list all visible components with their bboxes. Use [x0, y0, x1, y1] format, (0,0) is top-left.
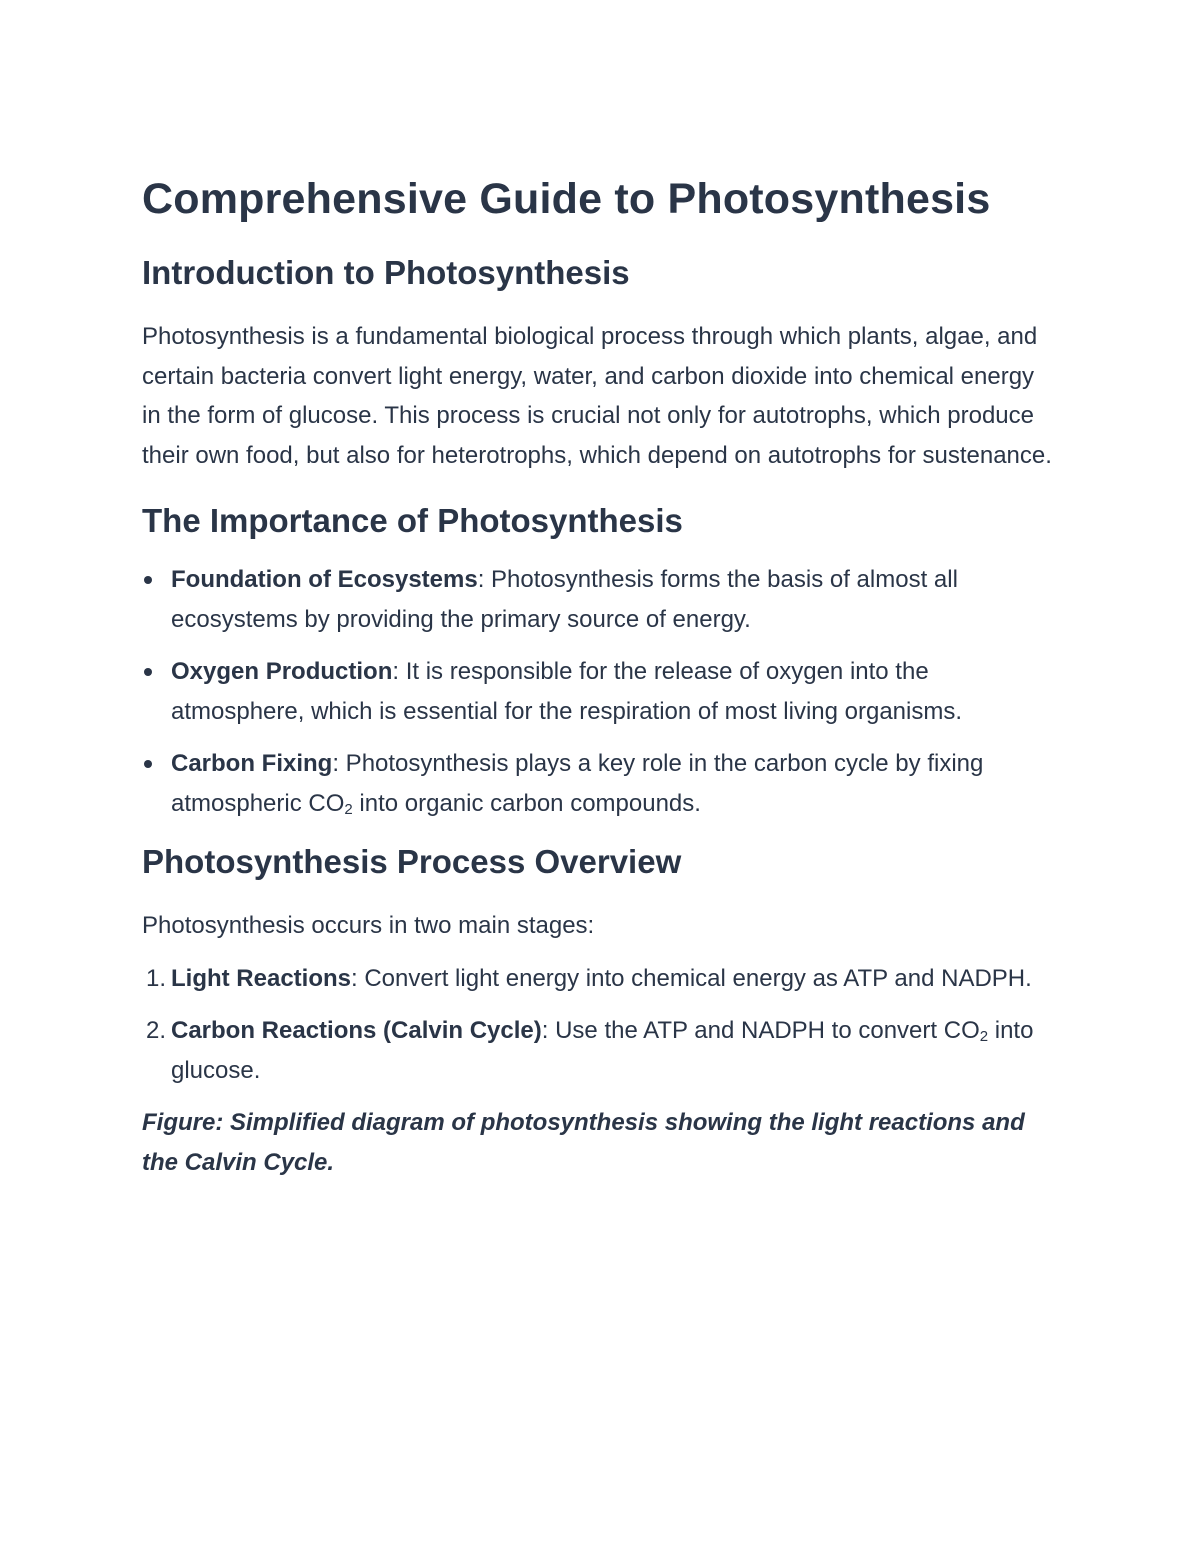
importance-list — [142, 560, 1057, 823]
list-item-term: Carbon Fixing — [171, 750, 333, 777]
list-item — [142, 744, 1057, 823]
list-item — [142, 560, 1057, 639]
subscript: 2 — [979, 1028, 989, 1045]
list-number: 2. — [146, 1017, 167, 1044]
list-item-text: : Convert light energy into chemical energy as ATP and NADPH. — [351, 964, 1032, 992]
list-item-term: Light Reactions — [171, 964, 352, 992]
list-item — [142, 959, 1057, 999]
process-heading: Photosynthesis Process Overview — [142, 843, 682, 880]
list-item-text: : Use the ATP and NADPH to convert CO — [541, 1017, 980, 1044]
list-item-text: : Photosynthesis plays a key role in the carbon cycle by fixing atmospheric CO — [171, 750, 984, 817]
figure-caption: Figure: Simplified diagram of photosynthesis showing the light reactions and the Calvin Cycle. — [142, 1109, 1025, 1176]
subscript: 2 — [344, 800, 353, 818]
bullet-icon — [144, 668, 152, 676]
list-item-text-end: into organic carbon compounds. — [352, 789, 701, 817]
bullet-icon — [144, 576, 152, 584]
document-title: Comprehensive Guide to Photosynthesis — [142, 175, 991, 223]
document-page — [142, 168, 1057, 1182]
bullet-icon — [144, 760, 152, 768]
list-item-term: Carbon Reactions (Calvin Cycle) — [171, 1017, 542, 1044]
list-item — [142, 1011, 1057, 1090]
list-item — [142, 652, 1057, 731]
list-item-term: Foundation of Ecosystems — [171, 566, 478, 593]
list-item-text: : Photosynthesis forms the basis of almost all ecosystems by providing the primary source of energy. — [171, 566, 958, 633]
list-number: 1. — [146, 964, 167, 992]
stages-intro: Photosynthesis occurs in two main stages: — [142, 912, 595, 939]
stages-list — [142, 959, 1057, 1091]
list-item-term: Oxygen Production — [171, 658, 393, 685]
intro-heading: Introduction to Photosynthesis — [142, 254, 630, 291]
list-item-text-end: into glucose. — [171, 1017, 1034, 1084]
importance-heading: The Importance of Photosynthesis — [142, 502, 683, 539]
list-item-text: : It is responsible for the release of oxygen into the atmosphere, which is essential for the respiration of most living organisms. — [171, 658, 963, 725]
intro-paragraph: Photosynthesis is a fundamental biological process through which plants, algae, and certain bacteria convert light energy, water, and carbon dioxide into chemical energy in the form of glucose. This process is crucial not only for autotrophs, which produce their own food, but also for heterotrophs, which depend on autotrophs for sustenance. — [142, 323, 1052, 469]
